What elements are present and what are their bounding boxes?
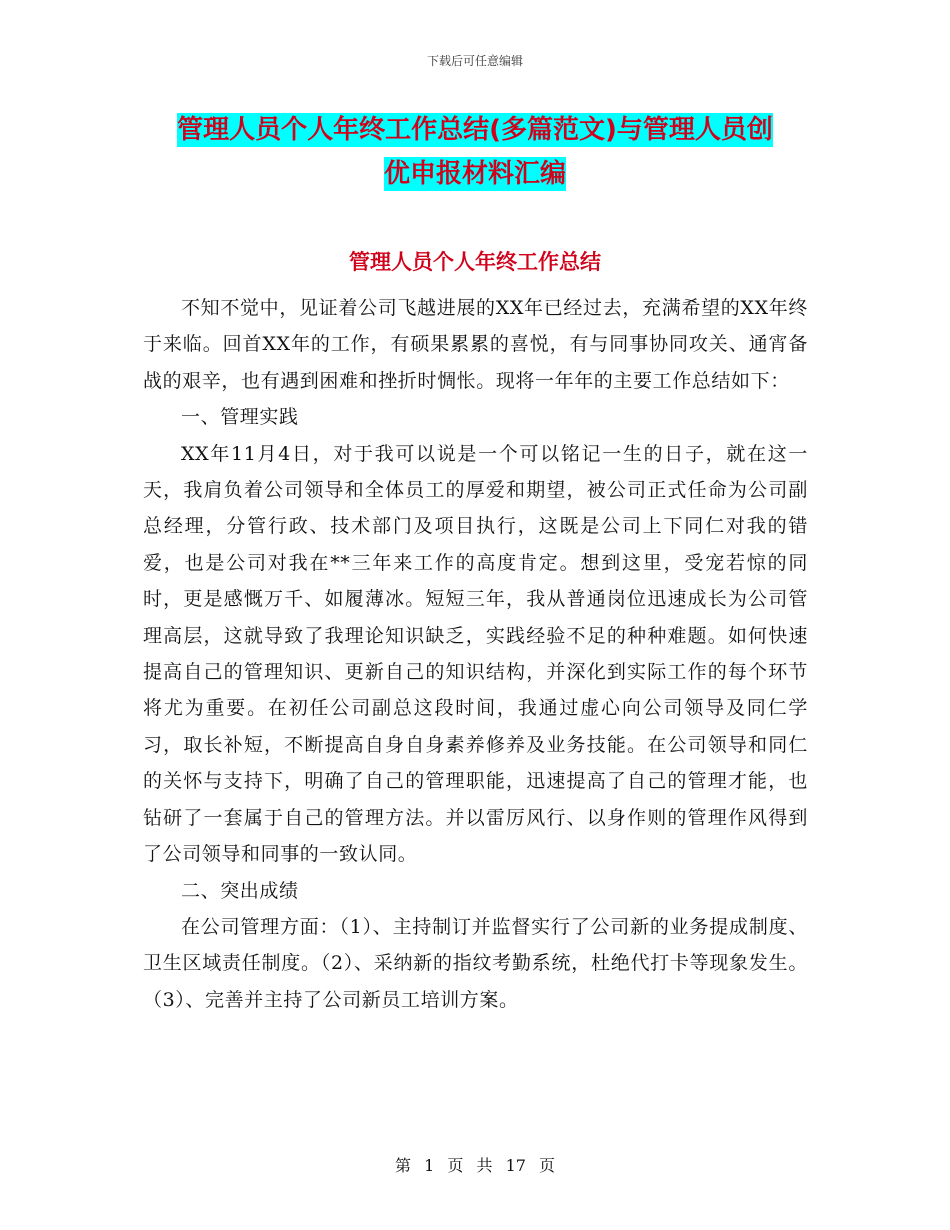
footer-mid: 页 — [447, 1156, 464, 1175]
footer-prefix: 第 — [394, 1156, 411, 1175]
header-note: 下载后可任意编辑 — [426, 54, 523, 68]
document-title — [120, 108, 830, 196]
footer-total-prefix: 共 — [476, 1156, 493, 1175]
heading-achievements: 二、突出成绩 — [181, 879, 299, 902]
title-line-2: 优申报材料汇编 — [383, 159, 566, 189]
document-body — [143, 290, 808, 1018]
page-total: 17 — [505, 1156, 526, 1175]
footer-suffix: 页 — [539, 1156, 556, 1175]
title-line-1: 管理人员个人年终工作总结(多篇范文)与管理人员创 — [177, 115, 773, 145]
section-title: 管理人员个人年终工作总结 — [349, 250, 601, 274]
paragraph-management-practice: XX年11月4日，对于我可以说是一个可以铭记一生的日子，就在这一天，我肩负着公司领导和全体员工的厚爱和期望，被公司正式任命为公司副总经理，分管行政、技术部门及项目执行，这既是公司上下同仁对我的错爱，也是公司对我在**三年来工作的高度肯定。想到这里，受宠若惊的同时，更是感慨万千、如履薄冰。短短三年，我从普通岗位迅速成长为公司管理高层，这就导致了我理论知识缺乏，实践经验不足的种种难题。如何快速提高自己的管理知识、更新自己的知识结构，并深化到实际工作的每个环节将尤为重要。在初任公司副总这段时间，我通过虚心向公司领导及同仁学习，取长补短，不断提高自身自身素养修养及业务技能。在公司领导和同仁的关怀与支持下，明确了自己的管理职能，迅速提高了自己的管理才能，也钻研了一套属于自己的管理方法。并以雷厉风行、以身作则的管理作风得到了公司领导和同事的一致认同。 — [143, 442, 808, 866]
paragraph-achievements: 在公司管理方面：（1）、主持制订并监督实行了公司新的业务提成制度、卫生区域责任制度。（2）、采纳新的指纹考勤系统，杜绝代打卡等现象发生。（3）、完善并主持了公司新员工培训方案。 — [143, 915, 808, 1011]
paragraph-intro: 不知不觉中，见证着公司飞越进展的XX年已经过去，充满希望的XX年终于来临。回首XX年的工作，有硕果累累的喜悦，有与同事协同攻关、通宵备战的艰辛，也有遇到困难和挫折时惆怅。现将一年年的主要工作总结如下： — [143, 297, 808, 392]
page-footer — [0, 1153, 950, 1176]
page-number: 1 — [424, 1156, 435, 1175]
heading-management-practice: 一、管理实践 — [181, 406, 299, 429]
